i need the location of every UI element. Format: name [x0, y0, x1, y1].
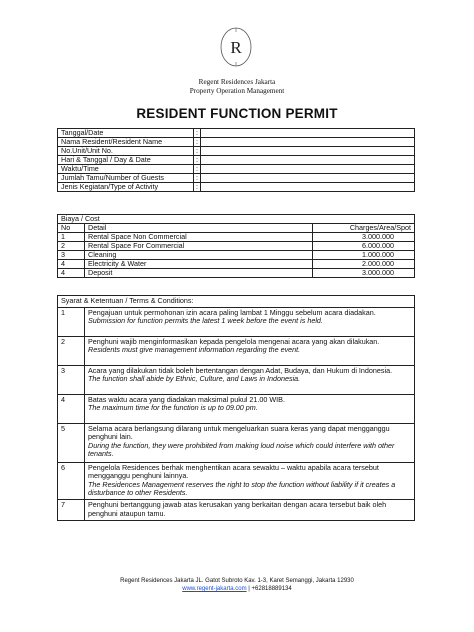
footer-divider: |: [248, 586, 250, 592]
term-text-id: Penghuni wajib menginformasikan kepada pengelola mengenai acara yang akan dilakukan.: [88, 336, 380, 346]
cost-no: 2: [58, 242, 85, 251]
cost-amount: 3.000.000: [313, 269, 415, 278]
info-separator: :: [194, 183, 201, 192]
term-text-en: The maximum time for the function is up to 09.00 pm.: [88, 403, 258, 413]
info-label: Nama Resident/Resident Name: [58, 138, 194, 147]
terms-table: [57, 295, 415, 521]
info-label: Tanggal/Date: [58, 129, 194, 138]
cost-amount: 2.000.000: [313, 260, 415, 269]
cost-amount: 6.000.000: [313, 242, 415, 251]
cost-detail: Electricity & Water: [85, 260, 313, 269]
info-row: [58, 174, 415, 183]
term-text-id: Selama acara berlangsung dilarang untuk mengeluarkan suara keras yang dapat mengganggu penghuni lain.: [88, 423, 390, 442]
term-text: [85, 336, 415, 365]
term-number: 3: [58, 365, 85, 394]
cost-col-charges: Charges/Area/Spot: [313, 224, 415, 233]
svg-text:R: R: [230, 38, 242, 57]
term-row: [58, 394, 415, 423]
term-text: [85, 365, 415, 394]
org-department: Property Operation Management: [189, 87, 285, 95]
info-separator: :: [194, 129, 201, 138]
regent-logo: [219, 26, 253, 68]
info-row: [58, 138, 415, 147]
cost-row: [58, 242, 415, 251]
info-label: Jumlah Tamu/Number of Guests: [58, 174, 194, 183]
term-row: [58, 499, 415, 520]
info-separator: :: [194, 156, 201, 165]
info-row: [58, 165, 415, 174]
cost-row: [58, 260, 415, 269]
cost-header-row: [58, 224, 415, 233]
cost-amount: 1.000.000: [313, 251, 415, 260]
footer-contact: [0, 585, 474, 593]
info-label: No.Unit/Unit No.: [58, 147, 194, 156]
term-row: [58, 365, 415, 394]
cost-section-title: Biaya / Cost: [58, 215, 415, 224]
info-value-field[interactable]: [201, 147, 415, 156]
term-text-en: The function shall abide by Ethnic, Culture, and Laws in Indonesia.: [88, 374, 301, 384]
term-number: 6: [58, 462, 85, 499]
term-text: [85, 423, 415, 462]
info-value-field[interactable]: [201, 156, 415, 165]
term-text-en: During the function, they were prohibited from making loud noise which could interfere with other tenants.: [88, 440, 395, 459]
term-row: [58, 423, 415, 462]
cost-detail: Rental Space Non Commercial: [85, 233, 313, 242]
term-row: [58, 307, 415, 336]
term-number: 5: [58, 423, 85, 462]
cost-detail: Cleaning: [85, 251, 313, 260]
cost-detail: Rental Space For Commercial: [85, 242, 313, 251]
cost-no: 1: [58, 233, 85, 242]
term-number: 7: [58, 499, 85, 520]
term-text: [85, 307, 415, 336]
cost-section-title-row: [58, 215, 415, 224]
term-number: 2: [58, 336, 85, 365]
term-number: 1: [58, 307, 85, 336]
term-text-id: Pengelola Residences berhak menghentikan acara sewaktu – waktu apabila acara tersebut mengganggu penghuni lainnya.: [88, 462, 379, 481]
info-row: [58, 156, 415, 165]
info-label: Jenis Kegiatan/Type of Activity: [58, 183, 194, 192]
footer-address: Regent Residences Jakarta JL. Gatot Subroto Kav. 1-3, Karet Semanggi, Jakarta 12930: [120, 578, 354, 584]
term-text: [85, 394, 415, 423]
cost-row: [58, 251, 415, 260]
info-row: [58, 183, 415, 192]
info-value-field[interactable]: [201, 138, 415, 147]
info-label: Waktu/Time: [58, 165, 194, 174]
term-text: [85, 462, 415, 499]
footer-phone: +62818889134: [251, 586, 292, 592]
term-text-id: Acara yang dilakukan tidak boleh bertentangan dengan Adat, Budaya, dan Hukum di Indonesia.: [88, 365, 393, 375]
website-link[interactable]: www.regent-jakarta.com: [182, 586, 247, 592]
info-value-field[interactable]: [201, 183, 415, 192]
info-separator: :: [194, 147, 201, 156]
term-number: 4: [58, 394, 85, 423]
info-separator: :: [194, 165, 201, 174]
info-table: [57, 128, 415, 192]
info-separator: :: [194, 138, 201, 147]
terms-section-title: Syarat & Ketentuan / Terms & Conditions:: [58, 296, 415, 308]
cost-col-detail: Detail: [85, 224, 313, 233]
term-row: [58, 336, 415, 365]
cost-row: [58, 269, 415, 278]
term-row: [58, 462, 415, 499]
info-row: [58, 129, 415, 138]
info-row: [58, 147, 415, 156]
term-text-en: Submission for function permits the latest 1 week before the event is held.: [88, 316, 323, 326]
term-text-id: Pengajuan untuk permohonan izin acara paling lambat 1 Minggu sebelum acara diadakan.: [88, 307, 376, 317]
cost-no: 3: [58, 251, 85, 260]
term-text-en: The Residences Management reserves the right to stop the function without liability if it creates a disturbance to other Residents.: [88, 479, 396, 498]
info-label: Hari & Tanggal / Day & Date: [58, 156, 194, 165]
info-value-field[interactable]: [201, 174, 415, 183]
terms-section-title-row: [58, 296, 415, 308]
term-text: [85, 499, 415, 520]
cost-amount: 3.000.000: [313, 233, 415, 242]
term-text-en: Residents must give management information regarding the event.: [88, 345, 301, 355]
term-text-id: Penghuni bertanggung jawab atas kerusakan yang berkaitan dengan acara tersebut baik oleh penghuni ataupun tamu.: [88, 499, 387, 518]
cost-row: [58, 233, 415, 242]
cost-no: 4: [58, 260, 85, 269]
cost-col-no: No: [58, 224, 85, 233]
info-separator: :: [194, 174, 201, 183]
org-name: Regent Residences Jakarta: [198, 78, 276, 86]
cost-detail: Deposit: [85, 269, 313, 278]
cost-table: [57, 214, 415, 278]
info-value-field[interactable]: [201, 165, 415, 174]
info-value-field[interactable]: [201, 129, 415, 138]
page-title: RESIDENT FUNCTION PERMIT: [136, 106, 338, 121]
cost-no: 4: [58, 269, 85, 278]
term-text-id: Batas waktu acara yang diadakan maksimal pukul 21.00 WIB.: [88, 394, 285, 404]
